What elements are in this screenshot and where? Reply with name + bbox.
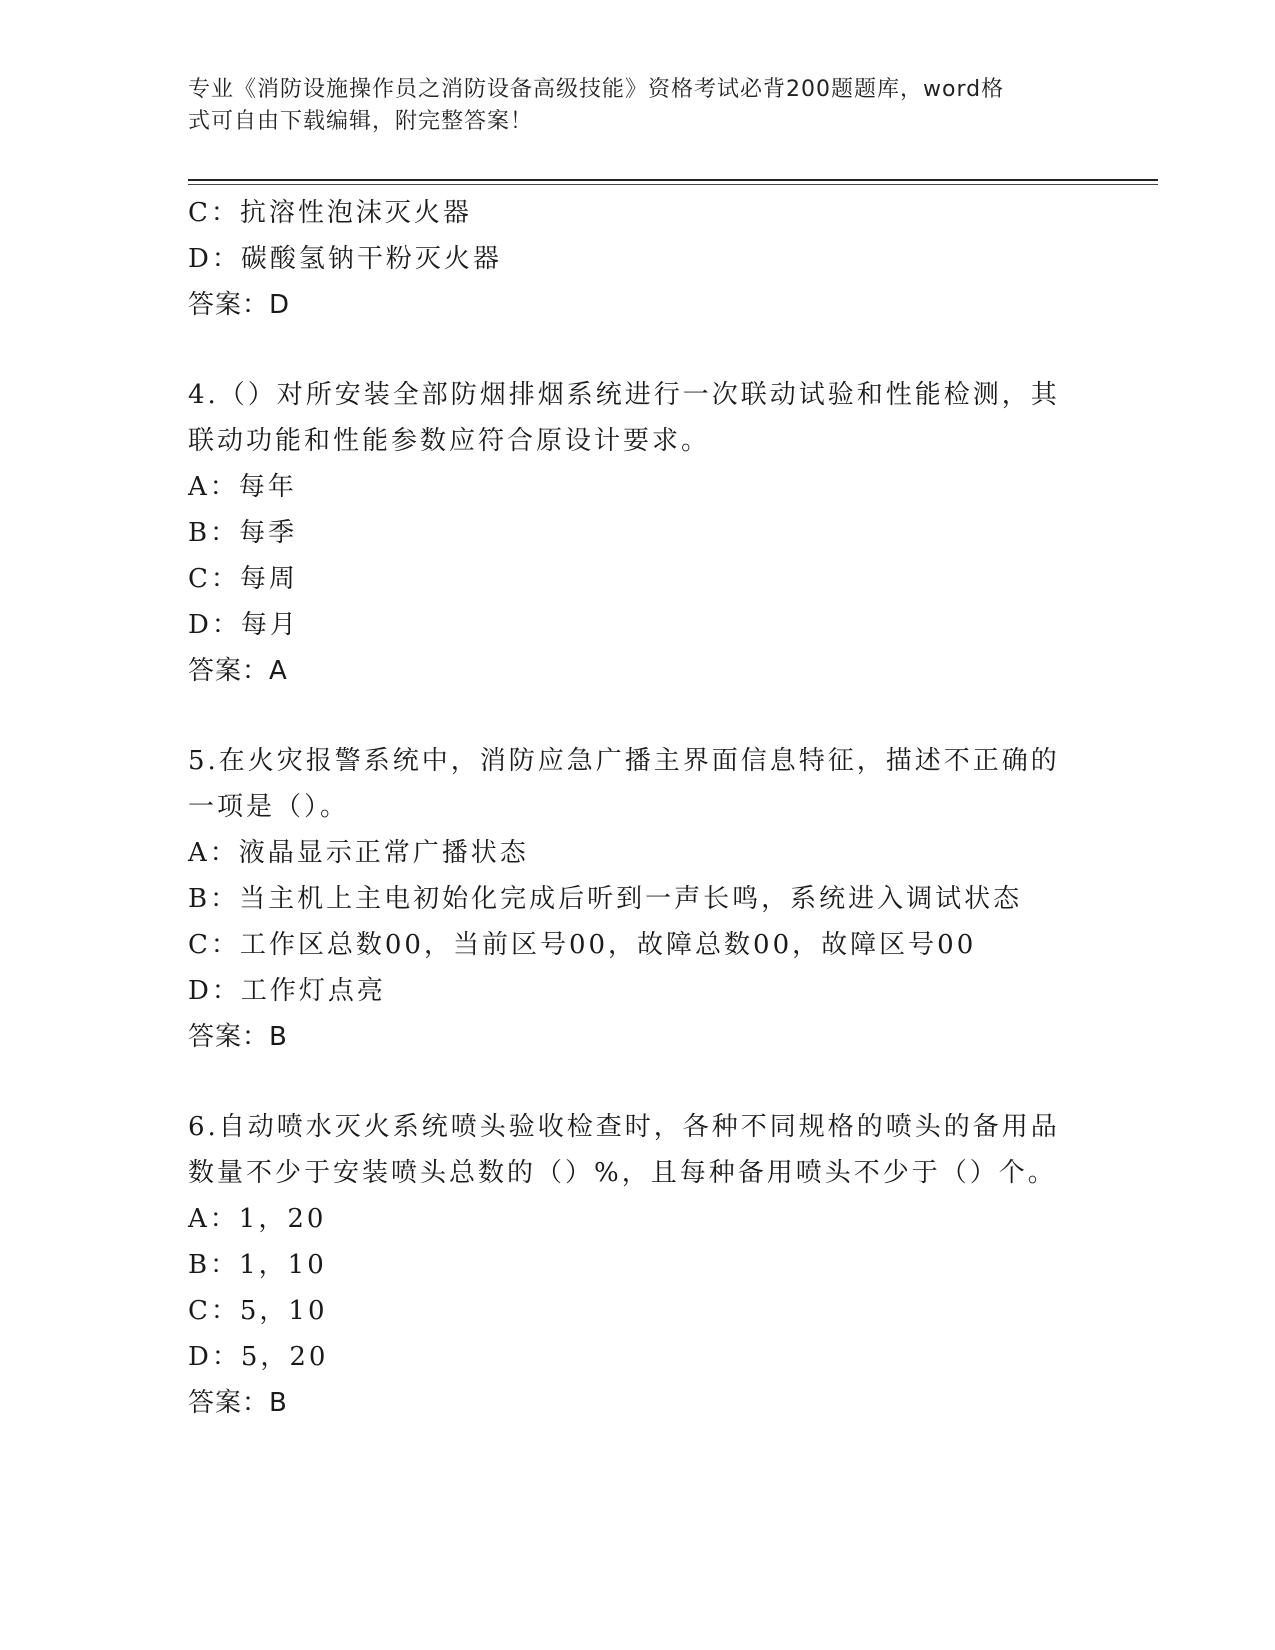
question-text-line-2: 联动功能和性能参数应符合原设计要求。 bbox=[188, 426, 711, 456]
answer: 答案：A bbox=[188, 656, 288, 686]
spacer bbox=[188, 694, 1068, 738]
document-body bbox=[188, 190, 1068, 1426]
question-text-line-1: 4.（）对所安装全部防烟排烟系统进行一次联动试验和性能检测，其 bbox=[188, 380, 1060, 410]
option-d: D：碳酸氢钠干粉灭火器 bbox=[188, 244, 502, 274]
question-3-continued bbox=[188, 190, 1068, 328]
answer: 答案：B bbox=[188, 1022, 288, 1052]
option-d: D：每月 bbox=[188, 610, 299, 640]
option-a: A：1，20 bbox=[188, 1204, 327, 1234]
option-d: D：工作灯点亮 bbox=[188, 976, 386, 1006]
option-b: B：每季 bbox=[188, 518, 298, 548]
spacer bbox=[188, 328, 1068, 372]
header-line-1: 专业《消防设施操作员之消防设备高级技能》资格考试必背200题题库，word格 bbox=[188, 77, 1005, 102]
question-text-line-1: 6.自动喷水灭火系统喷头验收检查时，各种不同规格的喷头的备用品 bbox=[188, 1112, 1060, 1142]
option-c: C：抗溶性泡沫灭火器 bbox=[188, 198, 472, 228]
answer: 答案：D bbox=[188, 290, 291, 320]
question-4 bbox=[188, 372, 1068, 694]
question-text-line-2: 数量不少于安装喷头总数的（）%，且每种备用喷头不少于（）个。 bbox=[188, 1158, 1057, 1188]
option-a: A：液晶显示正常广播状态 bbox=[188, 838, 529, 868]
question-text-line-2: 一项是（）。 bbox=[188, 792, 350, 822]
option-c: C：每周 bbox=[188, 564, 298, 594]
page-header bbox=[188, 74, 1068, 138]
option-b: B：当主机上主电初始化完成后听到一声长鸣，系统进入调试状态 bbox=[188, 884, 1023, 914]
option-b: B：1，10 bbox=[188, 1250, 327, 1280]
option-c: C：5，10 bbox=[188, 1296, 328, 1326]
header-rule-thin bbox=[188, 184, 1158, 185]
answer: 答案：B bbox=[188, 1388, 288, 1418]
question-6 bbox=[188, 1104, 1068, 1426]
question-5 bbox=[188, 738, 1068, 1060]
option-d: D：5，20 bbox=[188, 1342, 329, 1372]
option-c: C：工作区总数00，当前区号00，故障总数00，故障区号00 bbox=[188, 930, 977, 960]
spacer bbox=[188, 1060, 1068, 1104]
header-rule-thick bbox=[188, 179, 1158, 181]
option-a: A：每年 bbox=[188, 472, 297, 502]
question-text-line-1: 5.在火灾报警系统中，消防应急广播主界面信息特征，描述不正确的 bbox=[188, 746, 1060, 776]
header-line-2: 式可自由下载编辑，附完整答案！ bbox=[188, 109, 534, 134]
